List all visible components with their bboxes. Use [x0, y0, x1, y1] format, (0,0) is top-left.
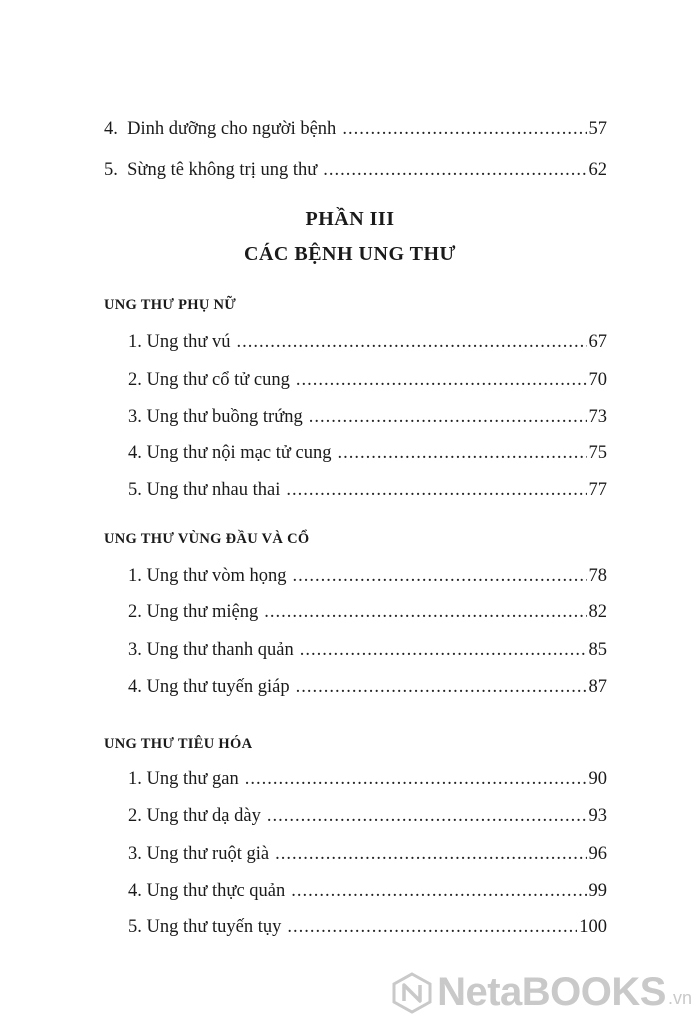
- toc-entry: [128, 804, 607, 828]
- toc-entry-number: 3.: [128, 407, 142, 427]
- section-heading: UNG THƯ VÙNG ĐẦU VÀ CỔ: [104, 531, 310, 547]
- toc-entry-page: 75: [588, 443, 607, 463]
- leader-dots: [323, 158, 586, 182]
- toc-entry-page: 62: [588, 160, 607, 180]
- toc-entry: [128, 478, 607, 502]
- toc-entry-number: 2.: [128, 806, 142, 826]
- toc-entry-number: 4.: [128, 677, 142, 697]
- toc-entry-page: 100: [579, 917, 607, 937]
- toc-entry-page: 96: [588, 844, 607, 864]
- toc-entry: [104, 158, 607, 182]
- toc-entry-number: 4.: [128, 443, 142, 463]
- toc-entry-page: 67: [588, 332, 607, 352]
- toc-entry-page: 57: [588, 119, 607, 139]
- toc-entry-page: 77: [588, 480, 607, 500]
- toc-entry-number: 2.: [128, 602, 142, 622]
- toc-entry-number: 3.: [128, 640, 142, 660]
- leader-dots: [264, 600, 586, 624]
- toc-entry: [128, 368, 607, 392]
- leader-dots: [286, 478, 586, 502]
- toc-entry-title: Sừng tê không trị ung thư: [127, 160, 318, 180]
- toc-entry: [128, 638, 607, 662]
- toc-entry-title: Ung thư nhau thai: [146, 480, 281, 500]
- toc-entry-number: 1.: [128, 332, 142, 352]
- toc-entry-title: Ung thư vú: [146, 332, 231, 352]
- leader-dots: [291, 879, 586, 903]
- toc-entry: [128, 675, 607, 699]
- leader-dots: [245, 767, 587, 791]
- watermark-suffix: .vn: [667, 988, 692, 1008]
- leader-dots: [267, 804, 587, 828]
- toc-entry-number: 3.: [128, 844, 142, 864]
- toc-entry-title: Ung thư gan: [146, 769, 239, 789]
- toc-entry-page: 82: [588, 602, 607, 622]
- section-heading: UNG THƯ PHỤ NỮ: [104, 297, 237, 313]
- part-label: PHẦN III: [305, 208, 395, 230]
- toc-entry-title: Ung thư thực quản: [146, 881, 286, 901]
- toc-entry: [128, 330, 607, 354]
- toc-entry-title: Ung thư nội mạc tử cung: [146, 443, 332, 463]
- toc-entry: [128, 564, 607, 588]
- leader-dots: [342, 117, 586, 141]
- toc-entry: [128, 600, 607, 624]
- leader-dots: [300, 638, 587, 662]
- toc-entry-number: 5.: [128, 917, 142, 937]
- toc-entry-page: 99: [588, 881, 607, 901]
- leader-dots: [296, 368, 587, 392]
- watermark-brand: NetaBOOKS: [437, 970, 666, 1014]
- toc-entry-page: 73: [588, 407, 607, 427]
- leader-dots: [309, 405, 587, 429]
- toc-entry-page: 87: [588, 677, 607, 697]
- toc-entry-page: 85: [588, 640, 607, 660]
- toc-entry-page: 78: [588, 566, 607, 586]
- leader-dots: [337, 441, 586, 465]
- section-heading: UNG THƯ TIÊU HÓA: [104, 736, 253, 752]
- watermark: [391, 970, 692, 1015]
- leader-dots: [237, 330, 587, 354]
- netabooks-logo-icon: [391, 972, 433, 1014]
- toc-entry-number: 1.: [128, 769, 142, 789]
- toc-entry-title: Ung thư tuyến giáp: [146, 677, 290, 697]
- toc-entry: [128, 441, 607, 465]
- toc-entry-number: 2.: [128, 370, 142, 390]
- toc-entry: [128, 767, 607, 791]
- toc-entry-title: Ung thư buồng trứng: [146, 407, 303, 427]
- leader-dots: [296, 675, 587, 699]
- toc-entry-number: 5.: [104, 160, 118, 180]
- toc-entry-title: Ung thư miệng: [146, 602, 259, 622]
- toc-entry-number: 1.: [128, 566, 142, 586]
- toc-entry-title: Ung thư dạ dày: [146, 806, 261, 826]
- leader-dots: [287, 915, 577, 939]
- toc-entry-number: 4.: [104, 119, 118, 139]
- leader-dots: [275, 842, 586, 866]
- toc-entry-number: 5.: [128, 480, 142, 500]
- toc-entry-title: Ung thư thanh quản: [146, 640, 294, 660]
- toc-entry-title: Ung thư tuyến tụy: [146, 917, 282, 937]
- toc-entry: [128, 879, 607, 903]
- toc-entry: [128, 915, 607, 939]
- toc-entry-title: Ung thư ruột già: [146, 844, 270, 864]
- toc-entry-title: Ung thư cổ tử cung: [146, 370, 290, 390]
- toc-entry-page: 93: [588, 806, 607, 826]
- toc-entry-page: 90: [588, 769, 607, 789]
- toc-entry-title: Ung thư vòm họng: [146, 566, 287, 586]
- toc-entry: [128, 842, 607, 866]
- part-title: CÁC BỆNH UNG THƯ: [244, 243, 456, 265]
- leader-dots: [293, 564, 587, 588]
- toc-entry: [104, 117, 607, 141]
- toc-entry: [128, 405, 607, 429]
- toc-entry-number: 4.: [128, 881, 142, 901]
- toc-entry-page: 70: [588, 370, 607, 390]
- toc-entry-title: Dinh dưỡng cho người bệnh: [127, 119, 337, 139]
